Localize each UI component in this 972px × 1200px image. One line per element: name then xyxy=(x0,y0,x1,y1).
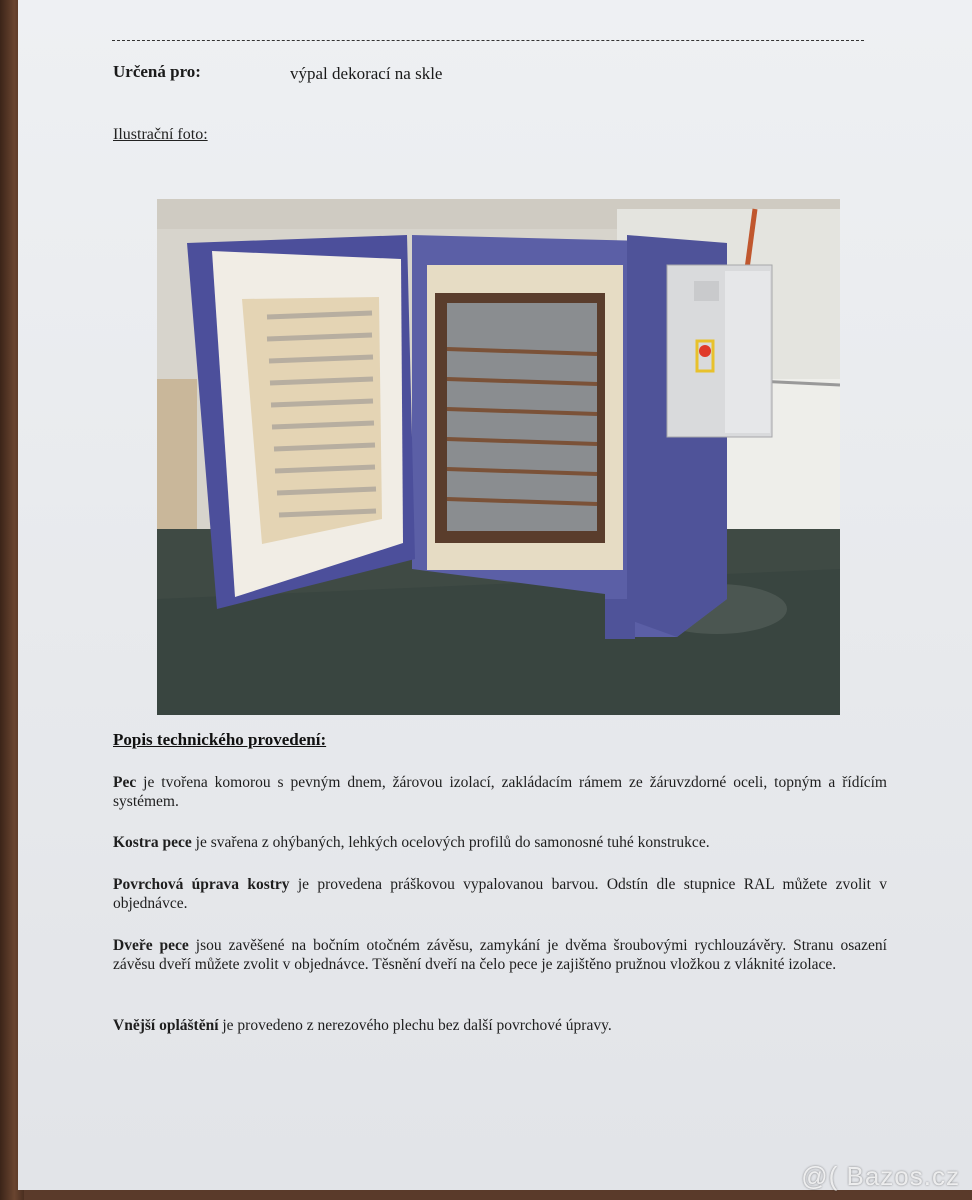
paragraph-povrchova-uprava xyxy=(113,875,887,913)
text-povrchova-uprava: je provedena práškovou vypalovanou barvou. Odstín dle stupnice RAL můžete zvolit v objednávce. xyxy=(113,876,887,912)
term-kostra: Kostra pece xyxy=(113,834,192,851)
kiln-photo xyxy=(157,199,840,715)
intended-for-label: Určená pro: xyxy=(113,62,201,81)
section-heading: Popis technického provedení: xyxy=(113,730,327,749)
paragraph-pec xyxy=(113,773,887,811)
term-oplasteni: Vnější opláštění xyxy=(113,1017,219,1034)
text-pec: je tvořena komorou s pevným dnem, žárovou izolací, zakládacím rámem ze žáruvzdorné oceli, topným a řídícím systémem. xyxy=(113,774,887,810)
text-kostra: je svařena z ohýbaných, lehkých ocelových profilů do samonosné tuhé konstrukce. xyxy=(191,834,710,851)
paragraph-oplasteni xyxy=(113,1016,887,1035)
illustration-label: Ilustrační foto: xyxy=(113,126,208,143)
term-povrchova-uprava: Povrchová úprava kostry xyxy=(113,876,290,893)
text-dvere: jsou zavěšené na bočním otočném závěsu, zamykání je dvěma šroubovými rychlouzávěry. Stranu osazení závěsu dveří můžete zvolit v objednávce. Těsnění dveří na čelo pece je zajištěno pružnou vložkou z vláknité izolace. xyxy=(113,937,887,973)
paragraph-kostra xyxy=(113,833,887,852)
intended-for-value: výpal dekorací na skle xyxy=(290,64,443,83)
dashed-divider xyxy=(112,40,864,41)
bazos-watermark: @( Bazos.cz xyxy=(801,1161,960,1191)
term-pec: Pec xyxy=(113,774,137,791)
term-dvere: Dveře pece xyxy=(113,937,189,954)
text-oplasteni: je provedeno z nerezového plechu bez další povrchové úpravy. xyxy=(218,1017,612,1034)
paragraph-dvere xyxy=(113,936,887,974)
intended-for-row xyxy=(113,62,443,83)
